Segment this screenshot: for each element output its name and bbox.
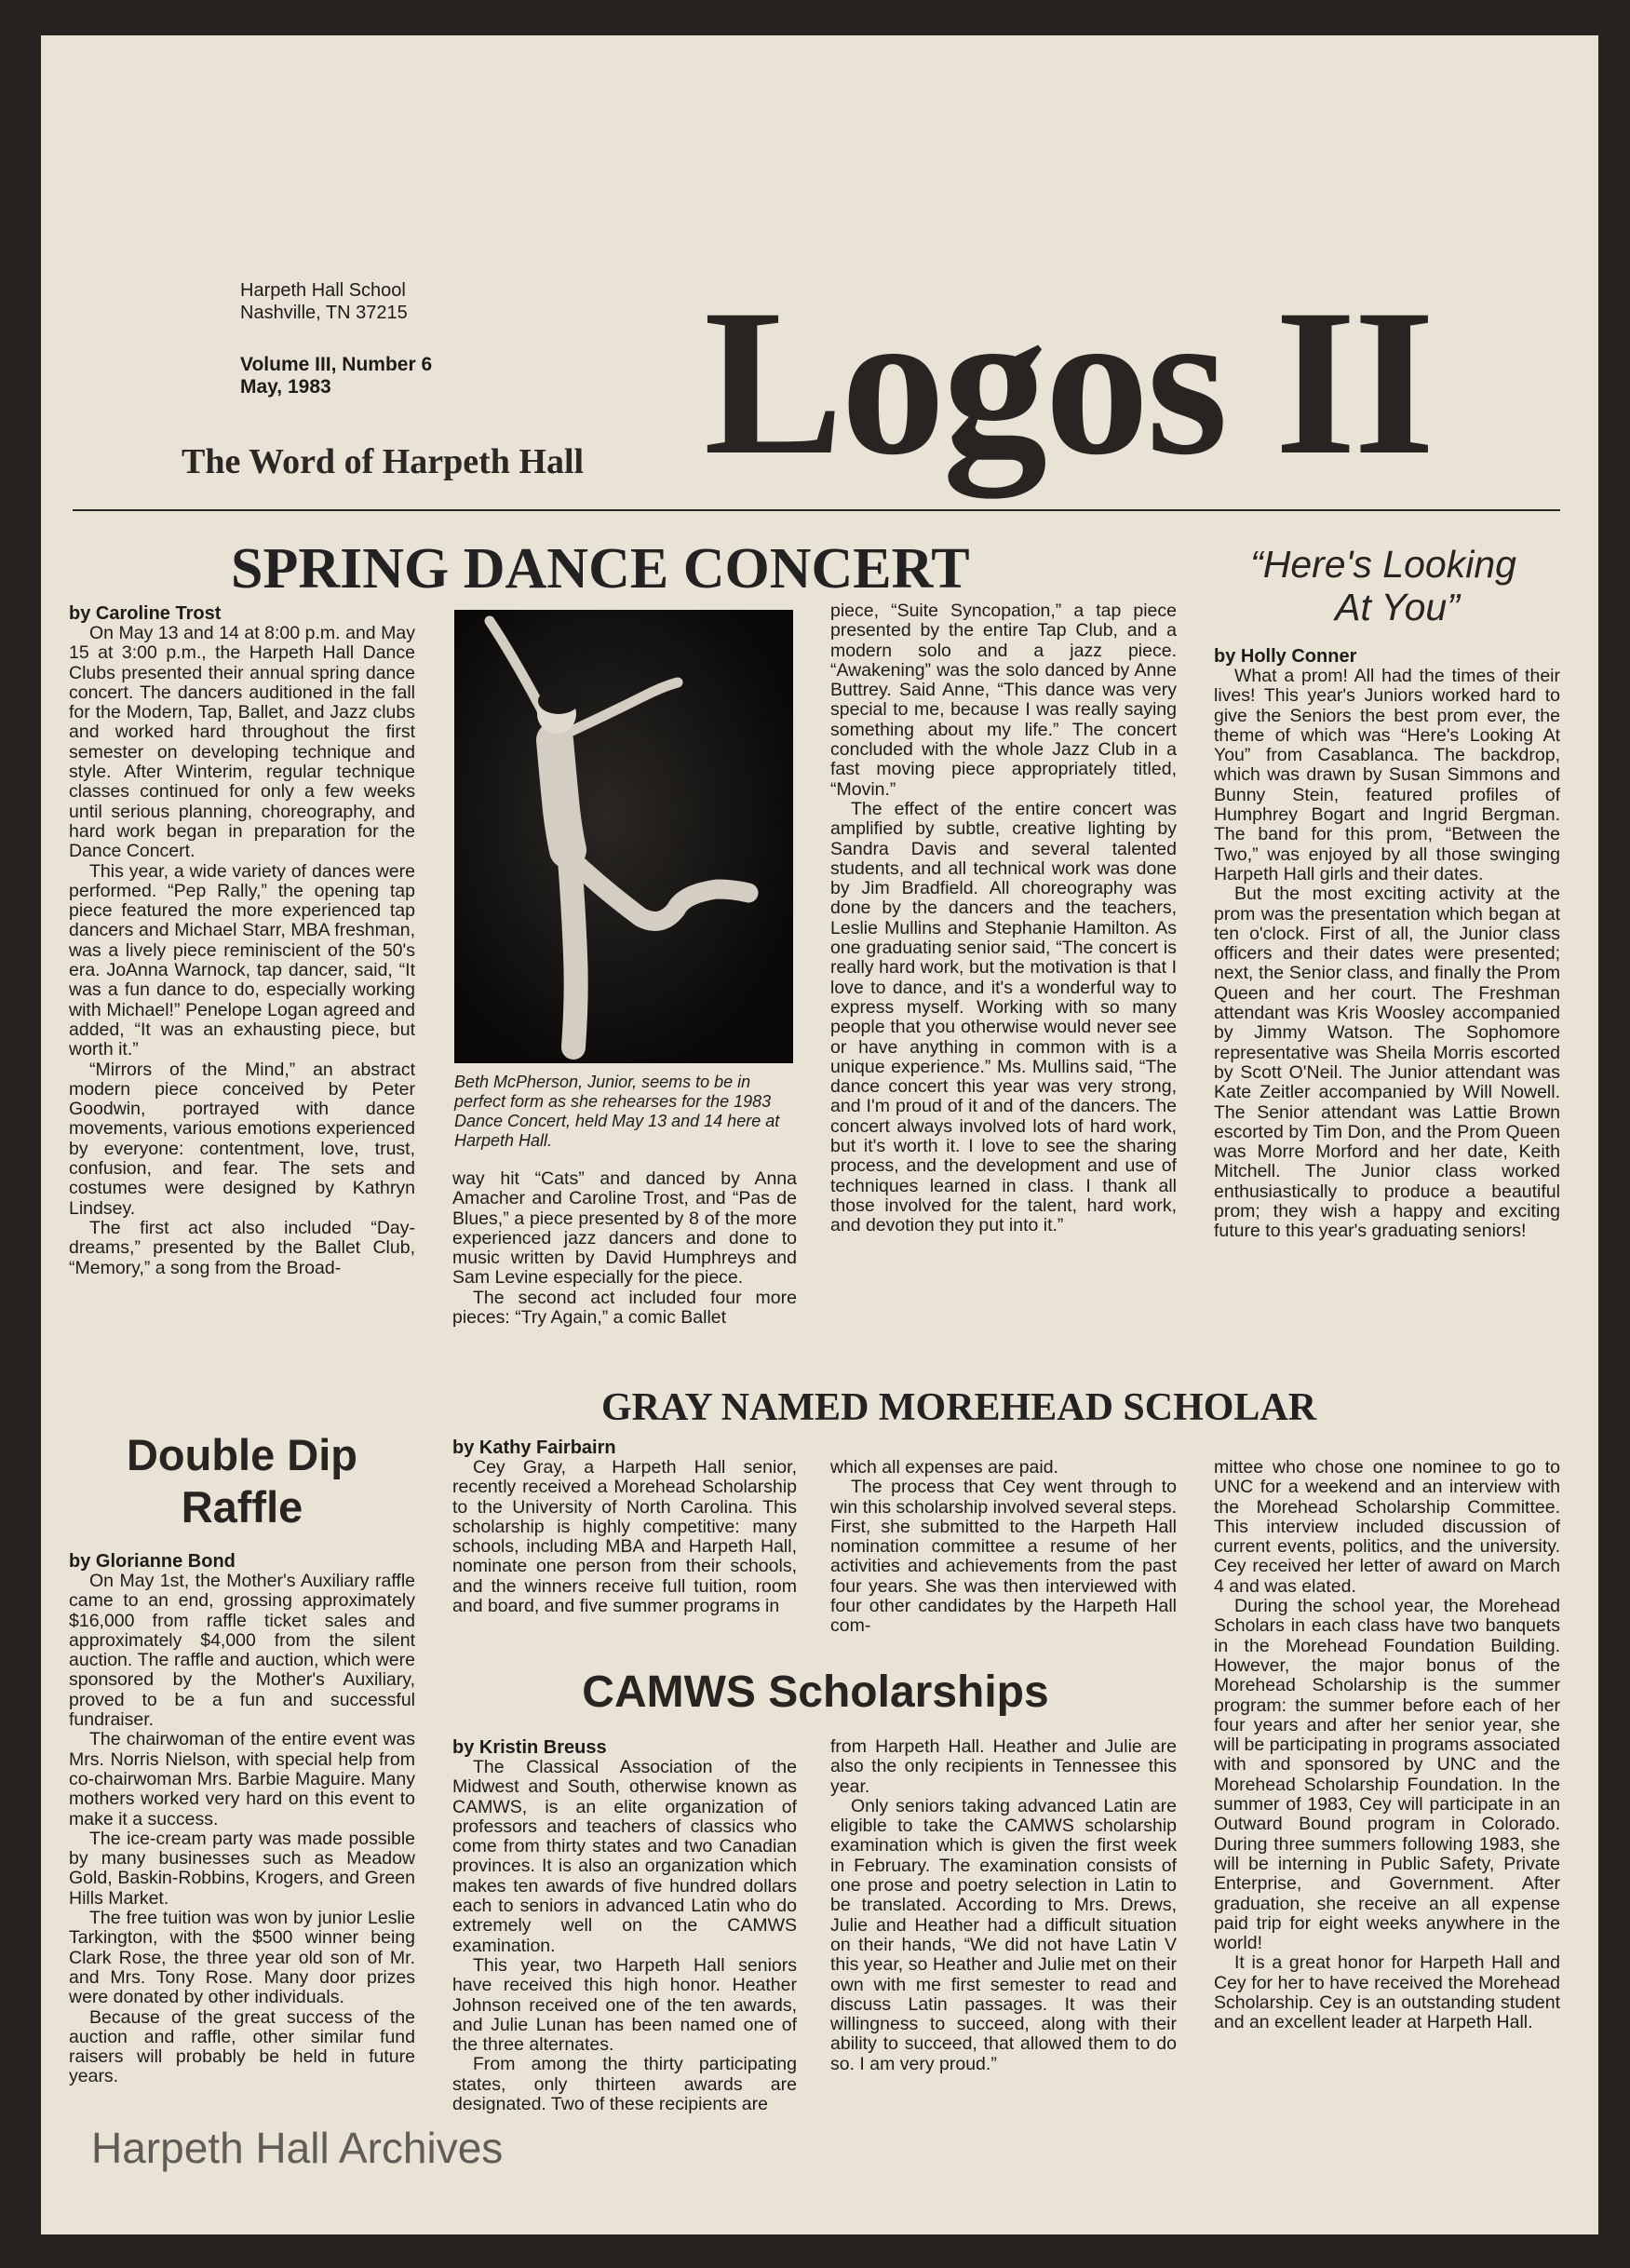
issue-date: May, 1983 bbox=[240, 376, 331, 398]
paragraph: The effect of the entire concert was amplified by subtle, creative lighting by Sandra Davis and several talented students, and all technical work was done by Jim Bradfield. All choreography was done by the dancers and the teachers, Leslie Mullins and Stephanie Hamilton. As one graduating senior said, “The concert is really hard work, but the motivation is that I love to dance, and it's a wonderful way to express myself. Working with so many people that you otherwise would never see or have anything in common with is a unique experience.” Ms. Mullins said, “The dance concert this year was very strong, and I'm proud of it and of the dancers. The concert always involved lots of hard work, but it's worth it. I love to see the sharing process, and the development and use of techniques learned in class. I thank all those involved for the talent, hard work, and devotion they put into it.” bbox=[830, 798, 1177, 1236]
raffle-headline bbox=[69, 1429, 415, 1533]
paragraph: The first act also included “Day-dreams,” presented by the Ballet Club, “Memory,” a song from the Broad- bbox=[69, 1217, 415, 1278]
gray-column-3 bbox=[1214, 1458, 1560, 2033]
paragraph: It is a great honor for Harpeth Hall and Cey for her to have received the Morehead Scholarship. Cey is an outstanding student and an excellent leader at Harpeth Hall. bbox=[1214, 1952, 1560, 2033]
camws-column-1 bbox=[452, 1758, 797, 2114]
tagline: The Word of Harpeth Hall bbox=[182, 442, 585, 481]
gray-column-2 bbox=[830, 1458, 1177, 1637]
paragraph: On May 1st, the Mother's Auxiliary raffle came to an end, grossing approximately $16,000 from raffle ticket sales and approximately $4,000 from the silent auction. The raffle and auction, which were sponsored by the Mother's Auxiliary, proved to be a fun and successful fundraiser. bbox=[69, 1571, 415, 1731]
paragraph: Only seniors taking advanced Latin are eligible to take the CAMWS scholarship examination which is given the first week in February. The examination consists of one prose and poetry selection in Latin to be translated. According to Mrs. Drews, Julie and Heather had a difficult situation on their hands, “We did not have Latin V this year, so Heather and Julie met on their own with me first semester to read and discuss Latin passages. It was their willingness to succeed, along with their ability to succeed, that allowed them to do so. I am very proud.” bbox=[830, 1795, 1177, 2074]
paragraph: Cey Gray, a Harpeth Hall senior, recently received a Morehead Scholarship to the University of North Carolina. This scholarship is highly competitive: many schools, including MBA and Harpeth Hall, nominate one person from their schools, and the winners receive full tuition, room and board, and five summer programs in bbox=[452, 1457, 797, 1617]
gray-byline: by Kathy Fairbairn bbox=[452, 1438, 616, 1458]
dance-column-2 bbox=[452, 1169, 797, 1328]
paragraph: The ice-cream party was made possible by many businesses such as Meadow Gold, Baskin-Robbins, Krogers, and Green Hills Market. bbox=[69, 1828, 415, 1909]
prom-byline: by Holly Conner bbox=[1214, 646, 1357, 667]
volume-number: Volume III, Number 6 bbox=[240, 354, 433, 375]
dancer-figure-icon bbox=[454, 610, 793, 1063]
paragraph: This year, two Harpeth Hall seniors have received this high honor. Heather Johnson received one of the ten awards, and Julie Lunan has been named one of the three alternates. bbox=[452, 1954, 797, 2056]
raffle-headline-line-1: Double Dip bbox=[126, 1430, 358, 1479]
prom-headline-line-1: “Here's Looking bbox=[1250, 543, 1516, 586]
camws-headline: CAMWS Scholarships bbox=[582, 1667, 1049, 1717]
camws-byline: by Kristin Breuss bbox=[452, 1737, 607, 1758]
dance-byline: by Caroline Trost bbox=[69, 603, 222, 624]
paragraph: What a prom! All had the times of their lives! This year's Juniors worked hard to give the Seniors the best prom ever, the theme of which was “Here's Looking At You” from Casablanca. The backdrop, which was drawn by Susan Simmons and Bunny Stein, featured profiles of Humphrey Bogart and Ingrid Bergman. The band for this prom, “Between the Two,” was enjoyed by all those swinging Harpeth Hall girls and their dates. bbox=[1214, 666, 1560, 884]
paragraph: The process that Cey went through to win this scholarship involved several steps. First, she submitted to the Harpeth Hall nomination committee a resume of her activities and achievements from the past four years. She was then interviewed with four other candidates by the Harpeth Hall com- bbox=[830, 1477, 1177, 1637]
prom-headline-line-2: At You” bbox=[1335, 586, 1460, 628]
raffle-column bbox=[69, 1572, 415, 2087]
dance-column-3 bbox=[830, 601, 1177, 1236]
paragraph: This year, a wide variety of dances were performed. “Pep Rally,” the opening tap piece featured the more experienced tap dancers and Michael Starr, MBA freshman, was a lively piece reminiscient of the 50's era. JoAnna Warnock, tap dancer, said, “It was a fun dance to do, especially working with Michael!” Penelope Logan agreed and added, “It was an exhausting piece, but worth it.” bbox=[69, 860, 415, 1060]
prom-column bbox=[1214, 667, 1560, 1242]
gray-headline: GRAY NAMED MOREHEAD SCHOLAR bbox=[601, 1386, 1317, 1429]
paragraph: From among the thirty participating states, only thirteen awards are designated. Two of these recipients are bbox=[452, 2054, 797, 2115]
archive-watermark: Harpeth Hall Archives bbox=[91, 2124, 504, 2172]
dance-headline: SPRING DANCE CONCERT bbox=[231, 537, 970, 601]
raffle-byline: by Glorianne Bond bbox=[69, 1551, 236, 1572]
paragraph: During the school year, the Morehead Scholars in each class have two banquets in the Morehead Foundation Building. However, the major bonus of the Morehead Scholarship is the summer program: the summer before each of her four years and after her senior year, she will be participating in programs associated with and sponsored by UNC and the Morehead Scholarship Foundation. In the summer of 1983, Cey will participate in an Outward Bound program in Colorado. During three summers following 1983, she will be interning in Public Safety, Private Enterprise, and Government. After graduation, she receive an all expense paid trip for eight weeks anywhere in the world! bbox=[1214, 1596, 1560, 1954]
paragraph: On May 13 and 14 at 8:00 p.m. and May 15 at 3:00 p.m., the Harpeth Hall Dance Clubs presented their annual spring dance concert. The dancers auditioned in the fall for the Modern, Tap, Ballet, and Jazz clubs and worked hard throughout the first semester on developing technique and style. After Winterim, regular technique classes continued for only a few weeks until serious planning, choreography, and hard work began in preparation for the Dance Concert. bbox=[69, 623, 415, 862]
masthead-rule bbox=[73, 509, 1560, 511]
paragraph: The second act included four more pieces: “Try Again,” a comic Ballet bbox=[452, 1287, 797, 1329]
paragraph: mittee who chose one nominee to go to UNC for a weekend and an interview with the Morehead Scholarship Committee. This interview included discussion of current events, politics, and the university. Cey received her letter of award on March 4 and was elated. bbox=[1214, 1457, 1560, 1597]
paragraph: from Harpeth Hall. Heather and Julie are also the only recipients in Tennessee this year. bbox=[830, 1736, 1177, 1797]
prom-headline bbox=[1197, 543, 1569, 628]
paragraph: way hit “Cats” and danced by Anna Amacher and Caroline Trost, and “Pas de Blues,” a piece presented by 8 of the more experienced jazz dancers and done to music written by David Humphreys and Sam Levine especially for the piece. bbox=[452, 1168, 797, 1289]
paragraph: The free tuition was won by junior Leslie Tarkington, with the $500 winner being Clark Rose, the three year old son of Mr. and Mrs. Tony Rose. Many door prizes were donated by other individuals. bbox=[69, 1908, 415, 2008]
paragraph: The Classical Association of the Midwest and South, otherwise known as CAMWS, is an elite organization of professors and teachers of classics who come from thirty states and two Canadian provinces. It is also an organization which makes ten awards of five hundred dollars each to seniors in advanced Latin who do extremely well on the CAMWS examination. bbox=[452, 1757, 797, 1956]
masthead-title: Logos II bbox=[704, 265, 1433, 498]
camws-column-2 bbox=[830, 1737, 1177, 2074]
paragraph: Because of the great success of the auction and raffle, other similar fund raisers will probably be held in future years. bbox=[69, 2006, 415, 2087]
paragraph: piece, “Suite Syncopation,” a tap piece presented by the entire Tap Club, and a modern solo and a jazz piece. “Awakening” was the solo danced by Anne Buttrey. Said Anne, “This dance was very special to me, because I was really saying something about my life.” The concert concluded with the whole Jazz Club in a fast moving piece appropriately titled, “Movin.” bbox=[830, 601, 1177, 800]
school-address bbox=[240, 279, 408, 324]
photo-caption: Beth McPherson, Junior, seems to be in perfect form as she rehearses for the 1983 Dance Concert, held May 13 and 14 here at Harpeth Hall. bbox=[454, 1073, 780, 1150]
school-city: Nashville, TN 37215 bbox=[240, 303, 408, 323]
dancer-photo bbox=[454, 610, 793, 1063]
paragraph: But the most exciting activity at the prom was the presentation which began at ten o'clock. First of all, the Junior class officers and their dates were presented; next, the Senior class, and finally the Prom Queen and her court. The Freshman attendant was Kris Woosley accompanied by Jimmy Watson. The Sophomore representative was Sheila Morris escorted by Scott O'Neil. The Junior attendant was Kate Zeitler accompanied by Will Nowell. The Senior attendant was Lattie Brown escorted by Tim Don, and the Prom Queen was Morre Morford and her date, Keith Mitchell. The Junior class worked enthusiastically to produce a beautiful prom; they wish a happy and exciting future to this year's graduating seniors! bbox=[1214, 884, 1560, 1242]
gray-column-1 bbox=[452, 1458, 797, 1616]
issue-info bbox=[240, 354, 432, 398]
paragraph: “Mirrors of the Mind,” an abstract modern piece conceived by Peter Goodwin, portrayed with dance movements, various emotions experienced by everyone: contentment, love, trust, confusion, and fear. The sets and costumes were designed by Kathryn Lindsey. bbox=[69, 1059, 415, 1219]
dance-column-1 bbox=[69, 624, 415, 1278]
raffle-headline-line-2: Raffle bbox=[181, 1482, 303, 1532]
paragraph: which all expenses are paid. bbox=[830, 1457, 1058, 1478]
paragraph: The chairwoman of the entire event was Mrs. Norris Nielson, with special help from co-chairwoman Mrs. Barbie Maguire. Many mothers worked very hard on this event to make it a success. bbox=[69, 1729, 415, 1829]
school-name: Harpeth Hall School bbox=[240, 280, 406, 301]
